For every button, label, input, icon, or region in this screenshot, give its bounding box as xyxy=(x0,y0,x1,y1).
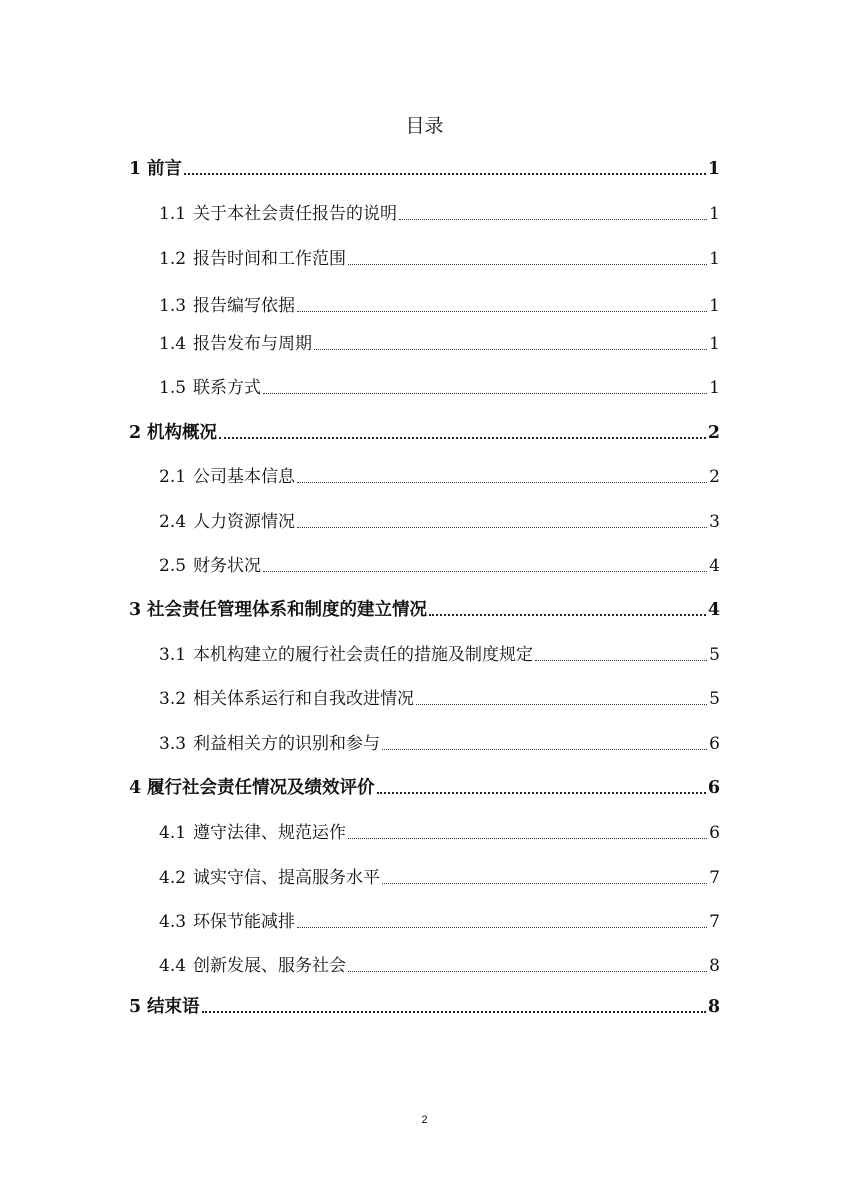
toc-entry-text: 关于本社会责任报告的说明 xyxy=(193,204,397,224)
toc-entry-page: 4 xyxy=(709,556,720,576)
toc-entry-3-1[interactable] xyxy=(159,643,720,667)
toc-entry-number: 3.2 xyxy=(159,689,187,709)
toc-entry-page: 8 xyxy=(707,997,720,1017)
toc-entry-number: 4.4 xyxy=(159,956,187,976)
toc-entry-number: 4 xyxy=(129,778,142,798)
toc-entry-number: 2.1 xyxy=(159,467,187,487)
toc-leader-dots xyxy=(348,821,707,845)
toc-entry-text: 报告编写依据 xyxy=(193,296,295,316)
toc-entry-text: 环保节能减排 xyxy=(193,912,295,932)
toc-leader-dots xyxy=(263,554,707,578)
toc-entry-3-2[interactable] xyxy=(159,687,720,711)
toc-entry-2[interactable] xyxy=(129,421,720,445)
toc-leader-dots xyxy=(399,202,707,226)
toc-entry-page: 1 xyxy=(709,249,720,269)
toc-entry-2-1[interactable] xyxy=(159,465,720,489)
toc-entry-number: 5 xyxy=(129,997,142,1017)
toc-entry-page: 3 xyxy=(709,512,720,532)
toc-entry-page: 2 xyxy=(707,423,720,443)
toc-entry-page: 6 xyxy=(709,823,720,843)
toc-entry-number: 2.4 xyxy=(159,512,187,532)
toc-entry-page: 8 xyxy=(709,956,720,976)
toc-entry-1[interactable] xyxy=(129,157,720,181)
toc-entry-4[interactable] xyxy=(129,776,720,800)
toc-entry-number: 3.1 xyxy=(159,645,187,665)
toc-leader-dots xyxy=(382,866,707,890)
toc-leader-dots xyxy=(382,732,707,756)
toc-entry-number: 1.2 xyxy=(159,249,187,269)
toc-leader-dots xyxy=(297,294,707,318)
toc-entry-number: 2 xyxy=(129,423,142,443)
toc-entry-number: 4.2 xyxy=(159,868,187,888)
toc-entry-text: 遵守法律、规范运作 xyxy=(193,823,346,843)
toc-entry-text: 人力资源情况 xyxy=(193,512,295,532)
toc-entry-1-1[interactable] xyxy=(159,202,720,226)
toc-entry-page: 6 xyxy=(709,734,720,754)
toc-leader-dots xyxy=(348,247,707,271)
toc-entry-page: 7 xyxy=(709,912,720,932)
toc-entry-1-3[interactable] xyxy=(159,294,720,318)
toc-entry-text: 机构概况 xyxy=(147,423,217,443)
toc-entry-page: 2 xyxy=(709,467,720,487)
toc-entry-page: 1 xyxy=(709,296,720,316)
toc-leader-dots xyxy=(416,687,707,711)
toc-entry-number: 3.3 xyxy=(159,734,187,754)
toc-entry-number: 4.1 xyxy=(159,823,187,843)
toc-entry-number: 3 xyxy=(129,600,142,620)
toc-title: 目录 xyxy=(405,115,444,137)
toc-leader-dots xyxy=(377,776,706,800)
toc-entry-page: 1 xyxy=(709,204,720,224)
toc-entry-page: 7 xyxy=(709,868,720,888)
toc-entry-text: 联系方式 xyxy=(193,378,261,398)
toc-leader-dots xyxy=(297,910,707,934)
toc-entry-text: 本机构建立的履行社会责任的措施及制度规定 xyxy=(193,645,533,665)
toc-entry-1-4[interactable] xyxy=(159,332,720,356)
toc-entry-2-4[interactable] xyxy=(159,510,720,534)
toc-leader-dots xyxy=(314,332,707,356)
toc-entry-text: 结束语 xyxy=(147,997,200,1017)
toc-entry-number: 4.3 xyxy=(159,912,187,932)
toc-entry-4-4[interactable] xyxy=(159,954,720,978)
toc-entry-4-2[interactable] xyxy=(159,866,720,890)
toc-entry-page: 5 xyxy=(709,645,720,665)
toc-entry-4-1[interactable] xyxy=(159,821,720,845)
toc-entry-text: 报告发布与周期 xyxy=(193,334,312,354)
toc-entry-2-5[interactable] xyxy=(159,554,720,578)
toc-entry-page: 1 xyxy=(709,378,720,398)
toc-leader-dots xyxy=(535,643,707,667)
toc-entry-1-2[interactable] xyxy=(159,247,720,271)
toc-leader-dots xyxy=(348,954,707,978)
toc-entry-text: 相关体系运行和自我改进情况 xyxy=(193,689,414,709)
toc-leader-dots xyxy=(429,598,706,622)
toc-entry-number: 2.5 xyxy=(159,556,187,576)
toc-entry-number: 1.3 xyxy=(159,296,187,316)
toc-entry-number: 1.4 xyxy=(159,334,187,354)
toc-leader-dots xyxy=(219,421,706,445)
toc-entry-number: 1 xyxy=(129,159,142,179)
page-number: 2 xyxy=(421,1114,428,1126)
toc-entry-4-3[interactable] xyxy=(159,910,720,934)
toc-entry-text: 诚实守信、提高服务水平 xyxy=(193,868,380,888)
toc-entry-text: 报告时间和工作范围 xyxy=(193,249,346,269)
toc-entry-page: 4 xyxy=(707,600,720,620)
toc-entry-3-3[interactable] xyxy=(159,732,720,756)
toc-leader-dots xyxy=(263,376,707,400)
toc-entry-page: 6 xyxy=(707,778,720,798)
toc-entry-text: 社会责任管理体系和制度的建立情况 xyxy=(147,600,427,620)
toc-leader-dots xyxy=(184,157,706,181)
toc-entry-text: 公司基本信息 xyxy=(193,467,295,487)
toc-entry-text: 财务状况 xyxy=(193,556,261,576)
toc-entry-number: 1.1 xyxy=(159,204,187,224)
toc-entry-number: 1.5 xyxy=(159,378,187,398)
toc-entry-1-5[interactable] xyxy=(159,376,720,400)
toc-entry-3[interactable] xyxy=(129,598,720,622)
toc-entry-page: 5 xyxy=(709,689,720,709)
toc-entry-5[interactable] xyxy=(129,995,720,1019)
toc-entry-text: 创新发展、服务社会 xyxy=(193,956,346,976)
toc-entry-text: 利益相关方的识别和参与 xyxy=(193,734,380,754)
toc-entry-text: 前言 xyxy=(147,159,182,179)
toc-entry-page: 1 xyxy=(707,159,720,179)
toc-entry-page: 1 xyxy=(709,334,720,354)
toc-entry-text: 履行社会责任情况及绩效评价 xyxy=(147,778,375,798)
toc-leader-dots xyxy=(297,465,707,489)
toc-leader-dots xyxy=(202,995,706,1019)
toc-leader-dots xyxy=(297,510,707,534)
